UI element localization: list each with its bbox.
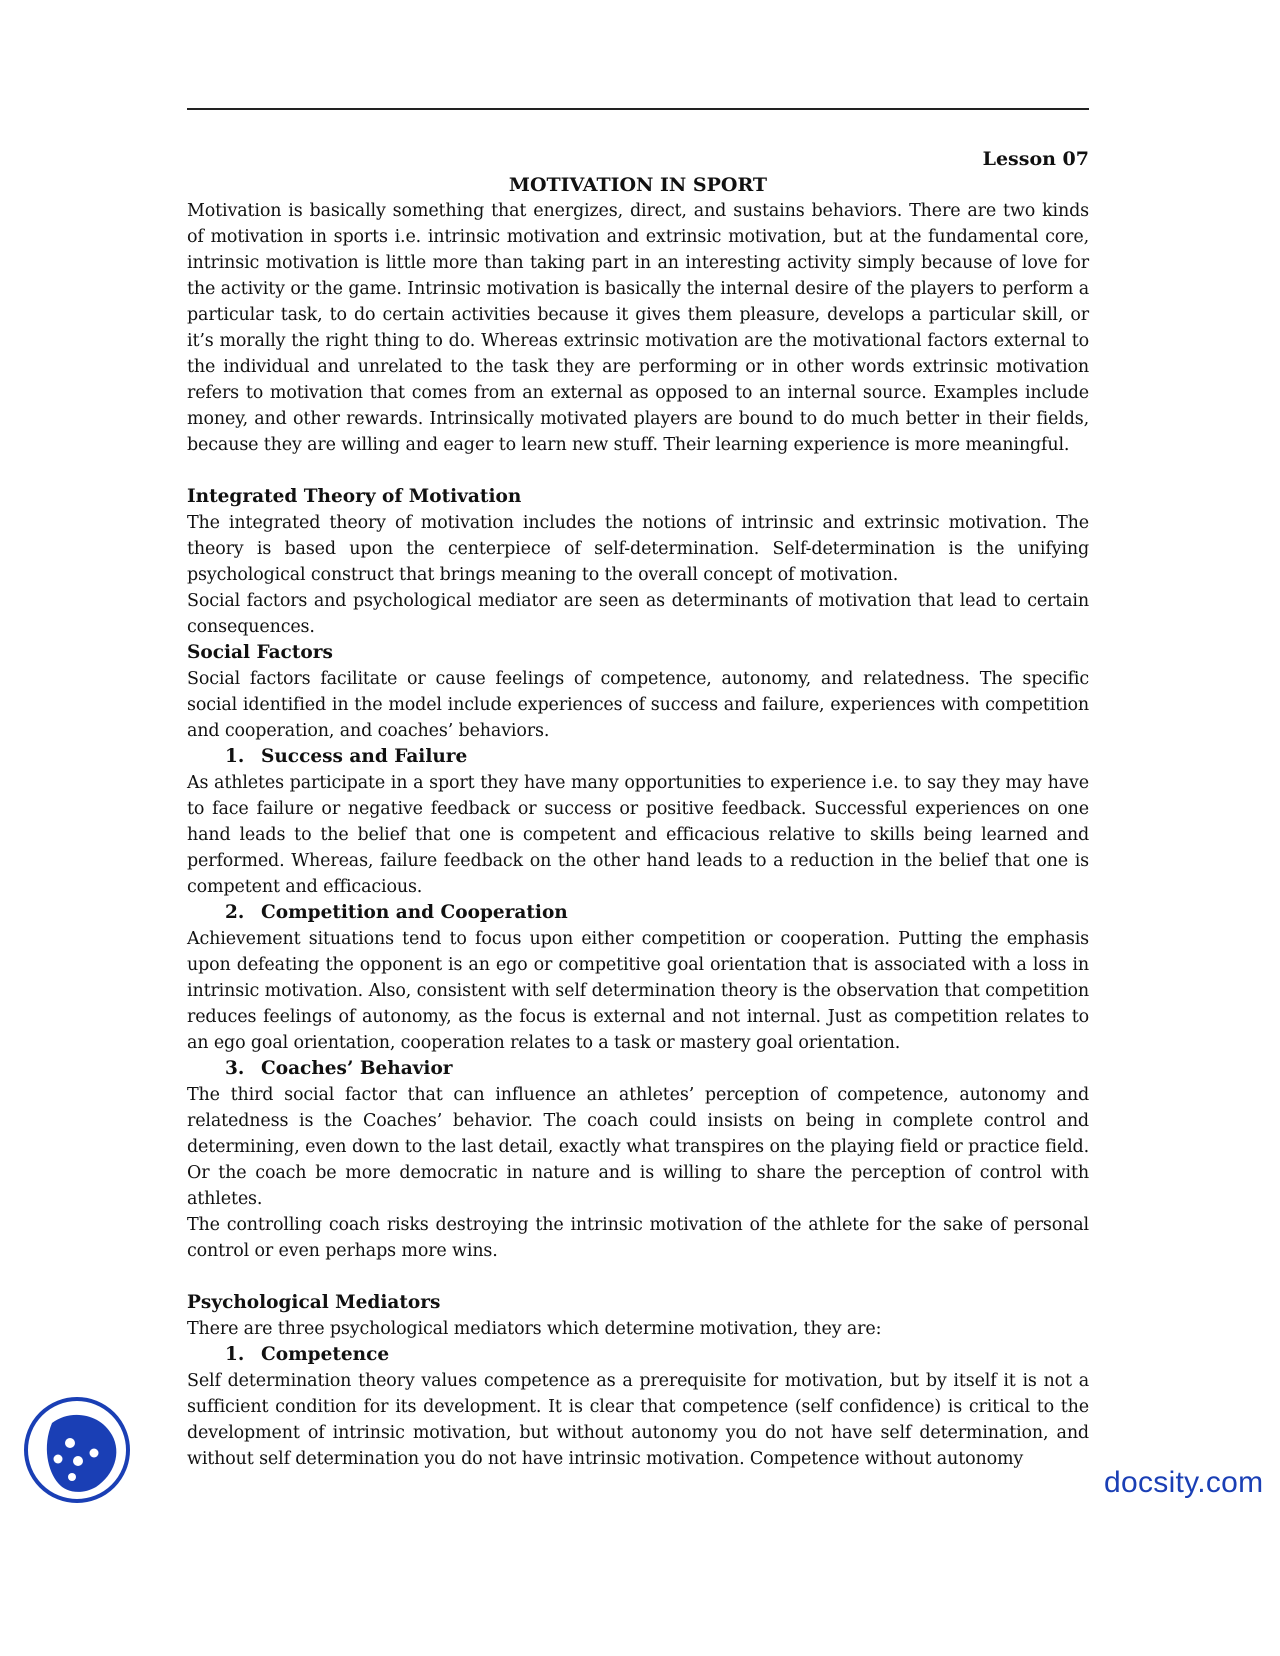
competition-cooperation-paragraph: Achievement situations tend to focus upon either competition or cooperation. Putting the emphasis upon defeating the opponent is an ego or competitive goal orientation that is associated with a loss in intrinsic motivation. Also, consistent with self determination theory is the observation that competition reduces feelings of autonomy, as the focus is external and not internal. Just as competition relates to an ego goal orientation, cooperation relates to a task or mastery goal orientation. <box>187 929 1089 1053</box>
list-number: 1. <box>225 1344 245 1365</box>
mediators-heading: Psychological Mediators <box>187 1292 441 1313</box>
list-title: Competence <box>261 1344 390 1365</box>
lesson-number: Lesson 07 <box>982 148 1089 170</box>
list-number: 1. <box>225 746 245 767</box>
document-page <box>187 108 1089 1472</box>
mediators-paragraph: There are three psychological mediators which determine motivation, they are: <box>187 1319 882 1339</box>
list-title: Success and Failure <box>261 746 468 767</box>
docsity-logo-icon[interactable] <box>22 1395 132 1505</box>
success-failure-paragraph: As athletes participate in a sport they have many opportunities to experience i.e. to say they may have to face failure or negative feedback or success or positive feedback. Successful experiences on one hand leads to the belief that one is competent and efficacious relative to skills being learned and performed. Whereas, failure feedback on the other hand leads to a reduction in the belief that one is competent and efficacious. <box>187 773 1089 897</box>
list-title: Competition and Cooperation <box>261 902 568 923</box>
list-number: 2. <box>225 902 245 923</box>
success-failure-heading <box>187 744 1089 770</box>
docsity-brand-link[interactable]: docsity.com <box>1104 1466 1264 1499</box>
list-title: Coaches’ Behavior <box>261 1058 453 1079</box>
social-factors-heading: Social Factors <box>187 642 333 663</box>
social-factors-paragraph: Social factors facilitate or cause feelings of competence, autonomy, and relatedness. The specific social identified in the model include experiences of success and failure, experiences with competition and cooperation, and coaches’ behaviors. <box>187 669 1089 741</box>
header-rule <box>187 108 1089 110</box>
competition-cooperation-heading <box>187 900 1089 926</box>
competence-heading <box>187 1342 1089 1368</box>
intro-paragraph: Motivation is basically something that energizes, direct, and sustains behaviors. There are two kinds of motivation in sports i.e. intrinsic motivation and extrinsic motivation, but at the fundamental core, intrinsic motivation is little more than taking part in an interesting activity simply because of love for the activity or the game. Intrinsic motivation is basically the internal desire of the players to perform a particular task, to do certain activities because it gives them pleasure, develops a particular skill, or it’s morally the right thing to do. Whereas extrinsic motivation are the motivational factors external to the individual and unrelated to the task they are performing or in other words extrinsic motivation refers to motivation that comes from an external as opposed to an internal source. Examples include money, and other rewards. Intrinsically motivated players are bound to do much better in their fields, because they are willing and eager to learn new stuff. Their learning experience is more meaningful. <box>187 201 1089 455</box>
coaches-behavior-heading <box>187 1056 1089 1082</box>
coaches-behavior-paragraph-2: The controlling coach risks destroying the intrinsic motivation of the athlete for the sake of personal control or even perhaps more wins. <box>187 1215 1089 1261</box>
integrated-heading: Integrated Theory of Motivation <box>187 486 522 507</box>
integrated-paragraph-1: The integrated theory of motivation includes the notions of intrinsic and extrinsic motivation. The theory is based upon the centerpiece of self-determination. Self-determination is the unifying psychological construct that brings meaning to the overall concept of motivation. <box>187 513 1089 585</box>
integrated-paragraph-2: Social factors and psychological mediator are seen as determinants of motivation that lead to certain consequences. <box>187 591 1089 637</box>
coaches-behavior-paragraph-1: The third social factor that can influence an athletes’ perception of competence, autonomy and relatedness is the Coaches’ behavior. The coach could insists on being in complete control and determining, even down to the last detail, exactly what transpires on the playing field or practice field. Or the coach be more democratic in nature and is willing to share the perception of control with athletes. <box>187 1085 1089 1209</box>
competence-paragraph: Self determination theory values competence as a prerequisite for motivation, but by itself it is not a sufficient condition for its development. It is clear that competence (self confidence) is critical to the development of intrinsic motivation, but without autonomy you do not have self determination, and without self determination you do not have intrinsic motivation. Competence without autonomy <box>187 1371 1089 1469</box>
page-title: MOTIVATION IN SPORT <box>508 174 768 196</box>
list-number: 3. <box>225 1058 245 1079</box>
